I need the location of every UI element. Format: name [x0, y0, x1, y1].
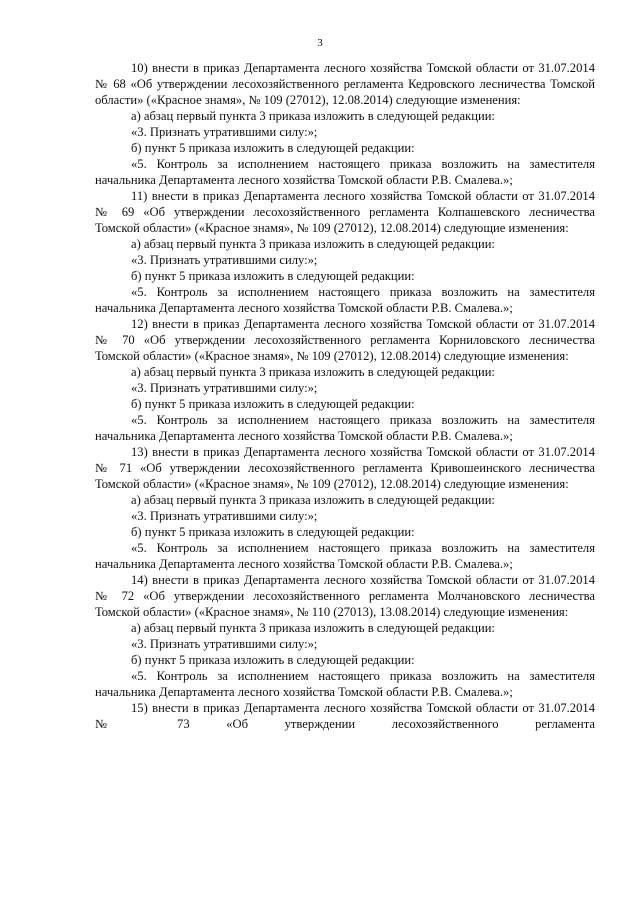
paragraph-quote: «3. Признать утратившими силу:»; — [131, 381, 318, 395]
paragraph-quote: «5. Контроль за исполнением настоящего приказа возложить на заместителя начальника Департамента лесного хозяйства Томской области Р.В. Смалева.»; — [95, 285, 595, 315]
paragraph-item-10: 10) внести в приказ Департамента лесного хозяйства Томской области от 31.07.2014 № 68 «Об утверждении лесохозяйственного регламента Кедровского лесничества Томской области» («Красное знамя», № 109 (27012), 12.08.2014) следующие изменения: — [95, 61, 595, 107]
paragraph-item-14: 14) внести в приказ Департамента лесного хозяйства Томской области от 31.07.2014 № 72 «Об утверждении лесохозяйственного регламента Молчановского лесничества Томской области» («Красное знамя», № 110 (27013), 13.08.2014) следующие изменения: — [95, 573, 595, 619]
paragraph-subitem-b: б) пункт 5 приказа изложить в следующей редакции: — [131, 653, 415, 667]
document-body — [95, 60, 595, 732]
paragraph-quote: «5. Контроль за исполнением настоящего приказа возложить на заместителя начальника Департамента лесного хозяйства Томской области Р.В. Смалева.»; — [95, 541, 595, 571]
paragraph-subitem-a: а) абзац первый пункта 3 приказа изложить в следующей редакции: — [131, 365, 495, 379]
paragraph-subitem-b: б) пункт 5 приказа изложить в следующей редакции: — [131, 269, 415, 283]
paragraph-subitem-a: а) абзац первый пункта 3 приказа изложить в следующей редакции: — [131, 621, 495, 635]
paragraph-quote: «5. Контроль за исполнением настоящего приказа возложить на заместителя начальника Департамента лесного хозяйства Томской области Р.В. Смалева.»; — [95, 413, 595, 443]
paragraph-quote: «3. Признать утратившими силу:»; — [131, 637, 318, 651]
paragraph-quote: «3. Признать утратившими силу:»; — [131, 509, 318, 523]
paragraph-quote: «3. Признать утратившими силу:»; — [131, 125, 318, 139]
paragraph-subitem-b: б) пункт 5 приказа изложить в следующей редакции: — [131, 525, 415, 539]
page-number: 3 — [317, 37, 323, 49]
paragraph-subitem-a: а) абзац первый пункта 3 приказа изложить в следующей редакции: — [131, 237, 495, 251]
paragraph-subitem-b: б) пункт 5 приказа изложить в следующей редакции: — [131, 397, 415, 411]
paragraph-subitem-a: а) абзац первый пункта 3 приказа изложить в следующей редакции: — [131, 493, 495, 507]
paragraph-item-11: 11) внести в приказ Департамента лесного хозяйства Томской области от 31.07.2014 № 69 «Об утверждении лесохозяйственного регламента Колпашевского лесничества Томской области» («Красное знамя», № 109 (27012), 12.08.2014) следующие изменения: — [95, 189, 595, 235]
paragraph-item-15: 15) внести в приказ Департамента лесного хозяйства Томской области от 31.07.2014 № 73 «Об утверждении лесохозяйственного регламента — [95, 701, 595, 731]
paragraph-quote: «5. Контроль за исполнением настоящего приказа возложить на заместителя начальника Департамента лесного хозяйства Томской области Р.В. Смалева.»; — [95, 157, 595, 187]
paragraph-item-13: 13) внести в приказ Департамента лесного хозяйства Томской области от 31.07.2014 № 71 «Об утверждении лесохозяйственного регламента Кривошеинского лесничества Томской области» («Красное знамя», № 109 (27012), 12.08.2014) следующие изменения: — [95, 445, 595, 491]
paragraph-item-12: 12) внести в приказ Департамента лесного хозяйства Томской области от 31.07.2014 № 70 «Об утверждении лесохозяйственного регламента Корниловского лесничества Томской области» («Красное знамя», № 109 (27012), 12.08.2014) следующие изменения: — [95, 317, 595, 363]
paragraph-subitem-a: а) абзац первый пункта 3 приказа изложить в следующей редакции: — [131, 109, 495, 123]
paragraph-quote: «3. Признать утратившими силу:»; — [131, 253, 318, 267]
paragraph-subitem-b: б) пункт 5 приказа изложить в следующей редакции: — [131, 141, 415, 155]
paragraph-quote: «5. Контроль за исполнением настоящего приказа возложить на заместителя начальника Департамента лесного хозяйства Томской области Р.В. Смалева.»; — [95, 669, 595, 699]
